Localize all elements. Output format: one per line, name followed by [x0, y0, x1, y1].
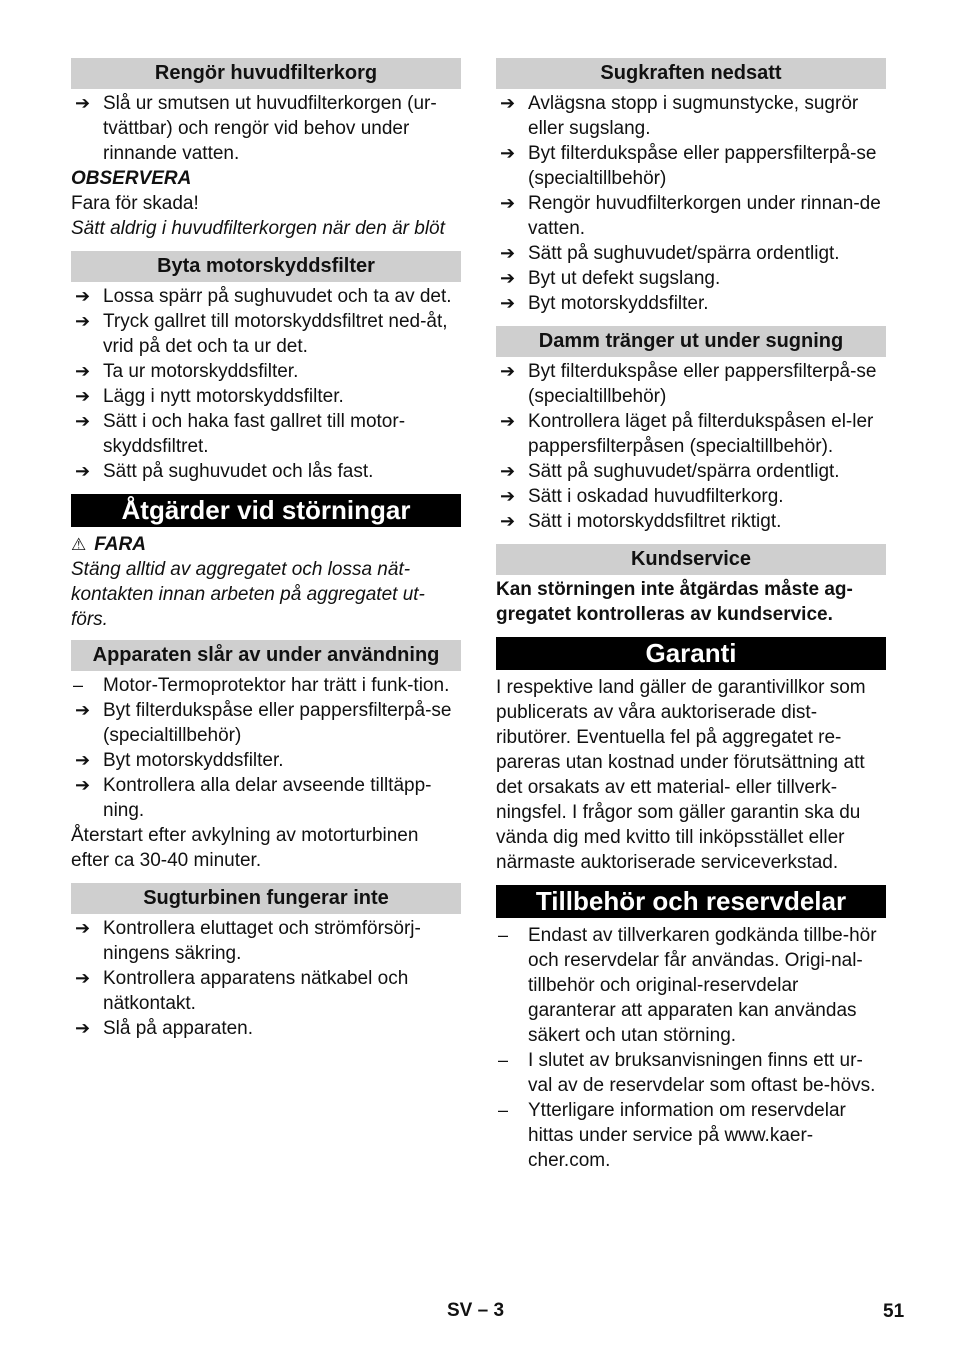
arrow-icon: ➔ — [500, 293, 516, 313]
list-item: ➔ Byt motorskyddsfilter. — [500, 293, 709, 314]
arrow-icon: ➔ — [75, 386, 91, 406]
restart-note: Återstart efter avkylning av motorturbinen efter ca 30-40 minuter. — [71, 825, 419, 871]
section-heading: Damm tränger ut under sugning — [496, 326, 886, 357]
warning-text: Stäng alltid av aggregatet och lossa nät-kontakten innan arbeten på aggregatet ut-förs. — [71, 559, 425, 630]
arrow-icon: ➔ — [75, 411, 91, 431]
section-change-motor-filter — [71, 251, 461, 484]
section-device-shuts-off — [71, 640, 461, 873]
arrow-icon: ➔ — [500, 243, 516, 263]
arrow-icon: ➔ — [500, 193, 516, 213]
chapter-heading: Garanti — [496, 637, 886, 670]
section-customer-service — [496, 544, 886, 627]
list-item: ➔ Byt filterdukspåse eller pappersfilterpå-se (specialtillbehör) — [500, 361, 877, 407]
section-dust-escapes — [496, 326, 886, 534]
warranty-text: I respektive land gäller de garantivillkor som publicerats av våra auktoriserade dist-ributörer. Eventuella fel på aggregatet re-pareras utan kostnad under förutsättning att det orsakats av ett material- eller tillverk-ningsfel. I frågor som gäller garantin ska du vända dig med kvitto till inköpsstället eller närmaste auktoriserade serviceverkstad. — [496, 677, 866, 873]
list-item: ➔ Slå ur smutsen ut huvudfilterkorgen (ur-tvättbar) och rengör vid behov under rinnande vatten. — [75, 93, 437, 164]
chapter-heading: Tillbehör och reservdelar — [496, 885, 886, 918]
arrow-icon: ➔ — [75, 968, 91, 988]
arrow-icon: ➔ — [75, 311, 91, 331]
arrow-icon: ➔ — [500, 268, 516, 288]
list-item: ➔ Lossa spärr på sughuvudet och ta av det. — [75, 286, 452, 307]
right-column — [496, 58, 886, 1183]
section-suction-reduced — [496, 58, 886, 316]
list-item: – Motor-Termoprotektor har trätt i funk-tion. — [73, 675, 450, 696]
instruction-list — [496, 359, 886, 534]
section-heading: Rengör huvudfilterkorg — [71, 58, 461, 89]
list-item: ➔ Slå på apparaten. — [75, 1018, 254, 1039]
list-item: ➔ Kontrollera apparatens nätkabel och nätkontakt. — [75, 968, 409, 1014]
list-item: ➔ Byt ut defekt sugslang. — [500, 268, 721, 289]
dash-icon: – — [498, 1050, 509, 1070]
list-item: ➔ Tryck gallret till motorskyddsfiltret ned-åt, vrid på det och ta ur det. — [75, 311, 448, 357]
section-clean-main-filter — [71, 58, 461, 241]
warning-label-row: ⚠ FARA — [71, 534, 146, 555]
section-warranty — [496, 637, 886, 875]
list-item: – Endast av tillverkaren godkända tillbe-hör och reservdelar får användas. Origi-nal-tillbehör och original-reservdelar garanterar att apparaten kan användas säkert och utan störning. — [498, 925, 877, 1046]
arrow-icon: ➔ — [75, 361, 91, 381]
list-item: ➔ Byt filterdukspåse eller pappersfilterpå-se (specialtillbehör) — [75, 700, 452, 746]
instruction-list — [71, 673, 461, 823]
dash-icon: – — [73, 675, 84, 695]
note-text: Fara för skada! — [71, 193, 199, 214]
left-column — [71, 58, 461, 1051]
section-accessories — [496, 885, 886, 1173]
section-heading: Byta motorskyddsfilter — [71, 251, 461, 282]
section-turbine-not-working — [71, 883, 461, 1041]
arrow-icon: ➔ — [75, 918, 91, 938]
list-item: ➔ Rengör huvudfilterkorgen under rinnan-de vatten. — [500, 193, 881, 239]
dash-icon: – — [498, 925, 509, 945]
arrow-icon: ➔ — [500, 461, 516, 481]
arrow-icon: ➔ — [500, 93, 516, 113]
instruction-list — [71, 916, 461, 1041]
info-list — [496, 923, 886, 1173]
list-item: ➔ Avlägsna stopp i sugmunstycke, sugrör eller sugslang. — [500, 93, 859, 139]
list-item: – Ytterligare information om reservdelar hittas under service på www.kaer-cher.com. — [498, 1100, 846, 1171]
arrow-icon: ➔ — [75, 1018, 91, 1038]
list-item: ➔ Ta ur motorskyddsfilter. — [75, 361, 299, 382]
list-item: ➔ Lägg i nytt motorskyddsfilter. — [75, 386, 344, 407]
section-heading: Sugkraften nedsatt — [496, 58, 886, 89]
dash-icon: – — [498, 1100, 509, 1120]
arrow-icon: ➔ — [500, 511, 516, 531]
list-item: ➔ Sätt på sughuvudet och lås fast. — [75, 461, 374, 482]
arrow-icon: ➔ — [75, 93, 91, 113]
list-item: ➔ Byt filterdukspåse eller pappersfilterpå-se (specialtillbehör) — [500, 143, 877, 189]
list-item: ➔ Kontrollera eluttaget och strömförsörj-ningens säkring. — [75, 918, 421, 964]
list-item: ➔ Sätt på sughuvudet/spärra ordentligt. — [500, 461, 840, 482]
arrow-icon: ➔ — [75, 286, 91, 306]
instruction-list — [71, 91, 461, 166]
section-heading: Kundservice — [496, 544, 886, 575]
section-troubleshooting — [71, 494, 461, 632]
arrow-icon: ➔ — [500, 486, 516, 506]
list-item: ➔ Sätt på sughuvudet/spärra ordentligt. — [500, 243, 840, 264]
note-label: OBSERVERA — [71, 168, 192, 189]
note-italic: Sätt aldrig i huvudfilterkorgen när den är blöt — [71, 218, 445, 239]
list-item: ➔ Sätt i och haka fast gallret till motor-skyddsfiltret. — [75, 411, 406, 457]
arrow-icon: ➔ — [500, 411, 516, 431]
customer-service-text: Kan störningen inte åtgärdas måste ag-gregatet kontrolleras av kundservice. — [496, 579, 853, 625]
section-heading: Sugturbinen fungerar inte — [71, 883, 461, 914]
instruction-list — [71, 284, 461, 484]
arrow-icon: ➔ — [75, 775, 91, 795]
arrow-icon: ➔ — [500, 143, 516, 163]
arrow-icon: ➔ — [75, 700, 91, 720]
list-item: ➔ Kontrollera alla delar avseende tilltäpp-ning. — [75, 775, 432, 821]
arrow-icon: ➔ — [75, 461, 91, 481]
instruction-list — [496, 91, 886, 316]
chapter-heading: Åtgärder vid störningar — [71, 494, 461, 527]
section-heading: Apparaten slår av under användning — [71, 640, 461, 671]
list-item: ➔ Sätt i oskadad huvudfilterkorg. — [500, 486, 784, 507]
list-item: ➔ Byt motorskyddsfilter. — [75, 750, 284, 771]
list-item: ➔ Kontrollera läget på filterdukspåsen el-ler pappersfilterpåsen (specialtillbehör). — [500, 411, 874, 457]
list-item: – I slutet av bruksanvisningen finns ett ur-val av de reservdelar som oftast be-hövs. — [498, 1050, 876, 1096]
arrow-icon: ➔ — [75, 750, 91, 770]
footer-language-page: SV – 3 — [447, 1300, 505, 1321]
list-item: ➔ Sätt i motorskyddsfiltret riktigt. — [500, 511, 782, 532]
footer-page-number: 51 — [883, 1301, 905, 1322]
arrow-icon: ➔ — [500, 361, 516, 381]
warning-icon: ⚠ — [71, 535, 87, 554]
